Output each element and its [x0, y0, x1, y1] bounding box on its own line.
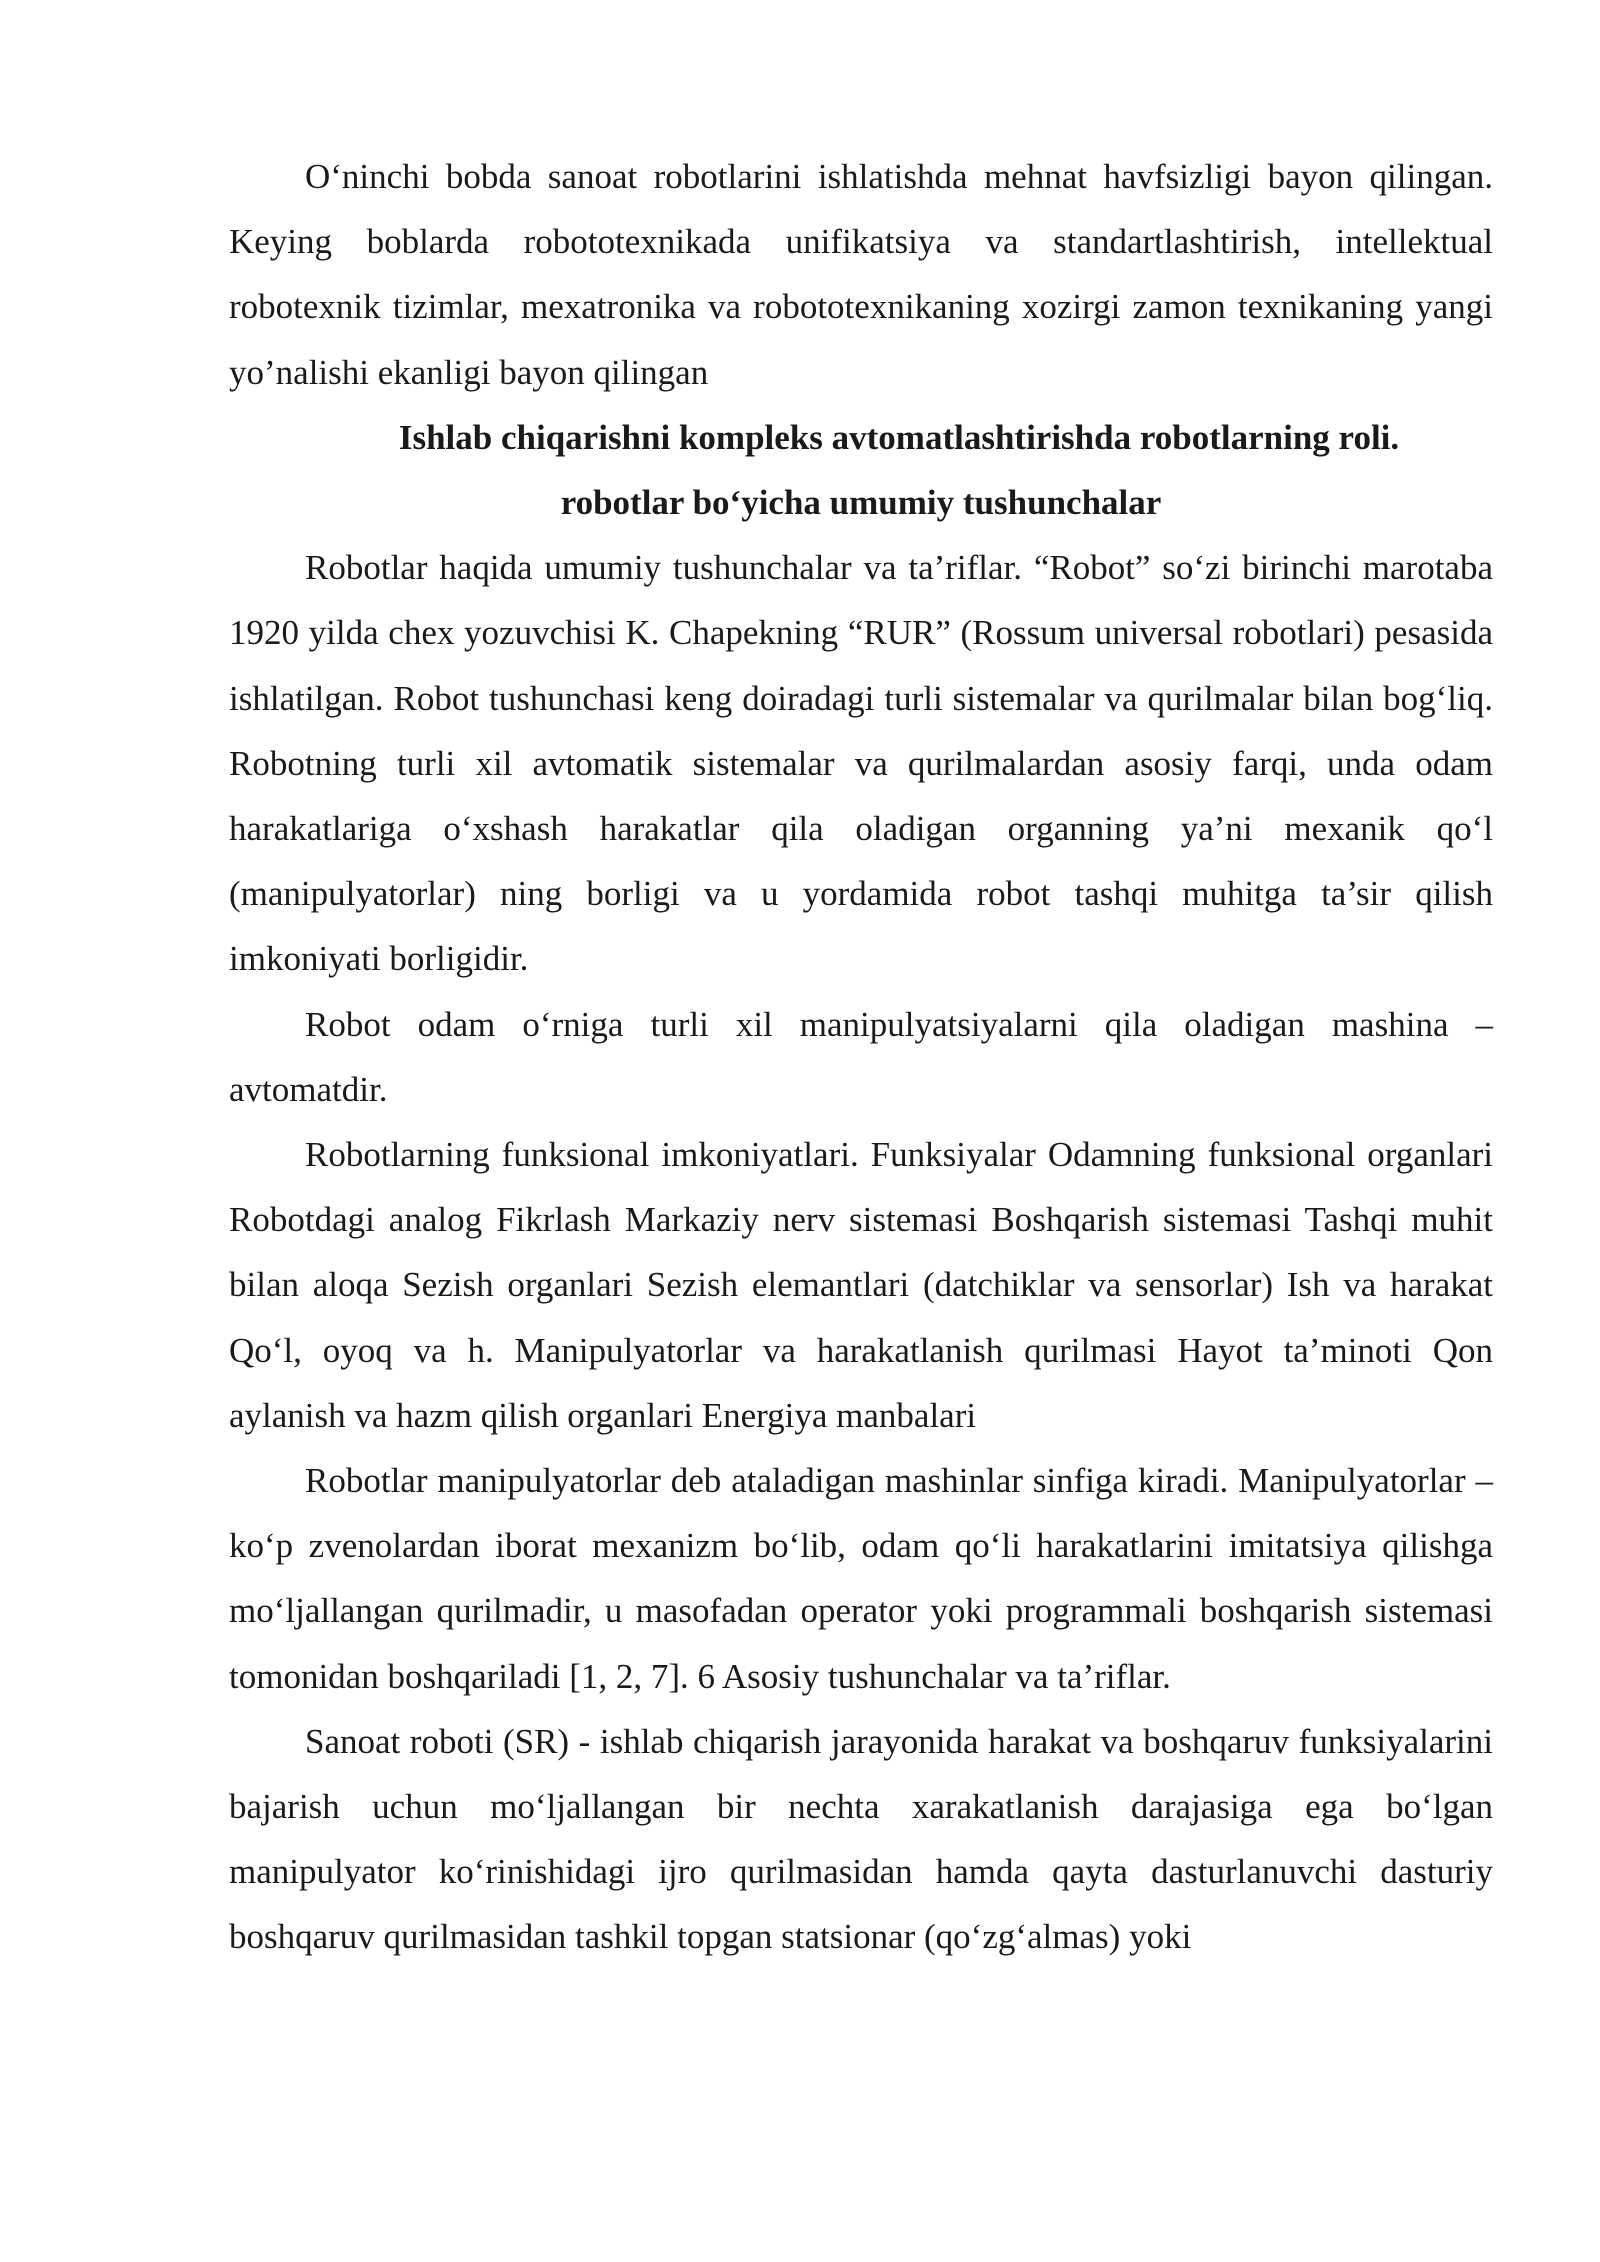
section-heading-line-1: Ishlab chiqarishni kompleks avtomatlashtirishda robotlarning roli. — [398, 417, 1400, 457]
paragraph-robot-definitions: Robotlar haqida umumiy tushunchalar va ta’riflar. “Robot” so‘zi birinchi marotaba 1920 yilda chex yozuvchisi K. Chapekning “RUR” (Rossum universal robotlari) pesasida ishlatilgan. Robot tushunchasi keng doiradagi turli sistemalar va qurilmalar bilan bog‘liq. Robotning turli xil avtomatik sistemalar va qurilmalardan asosiy farqi, unda odam harakatlariga o‘xshash harakatlar qila oladigan organning ya’ni mexanik qo‘l (manipulyatorlar) ning borligi va u yordamida robot tashqi muhitga ta’sir qilish imkoniyati borligidir. — [229, 548, 1493, 979]
section-heading-line-2: robotlar bo‘yicha umumiy tushunchalar — [560, 483, 1162, 523]
paragraph-industrial-robot: Sanoat roboti (SR) - ishlab chiqarish jarayonida harakat va boshqaruv funksiyalarini bajarish uchun mo‘ljallangan bir nechta xarakatlanish darajasiga ega bo‘lgan manipulyator ko‘rinishidagi ijro qurilmasidan hamda qayta dasturlanuvchi dasturiy boshqaruv qurilmasidan tashkil topgan statsionar (qo‘zg‘almas) yoki — [229, 1721, 1493, 1957]
document-page — [229, 144, 1493, 1970]
paragraph-robot-machine: Robot odam o‘rniga turli xil manipulyatsiyalarni qila oladigan mashina – avtomatdir. — [229, 1004, 1493, 1109]
paragraph-functional-capabilities: Robotlarning funksional imkoniyatlari. Funksiyalar Odamning funksional organlari Robotdagi analog Fikrlash Markaziy nerv sistemasi Boshqarish sistemasi Tashqi muhit bilan aloqa Sezish organlari Sezish elemantlari (datchiklar va sensorlar) Ish va harakat Qo‘l, oyoq va h. Manipulyatorlar va harakatlanish qurilmasi Hayot ta’minoti Qon aylanish va hazm qilish organlari Energiya manbalari — [229, 1135, 1493, 1435]
intro-paragraph: O‘ninchi bobda sanoat robotlarini ishlatishda mehnat havfsizligi bayon qilingan. Keying boblarda robototexnikada unifikatsiya va standartlashtirish, intellektual robotexnik tizimlar, mexatronika va robototexnikaning xozirgi zamon texnikaning yangi yo’nalishi ekanligi bayon qilingan — [229, 157, 1493, 392]
paragraph-manipulators: Robotlar manipulyatorlar deb ataladigan mashinlar sinfiga kiradi. Manipulyatorlar – ko‘p zvenolardan iborat mexanizm bo‘lib, odam qo‘li harakatlarini imitatsiya qilishga mo‘ljallangan qurilmadir, u masofadan operator yoki programmali boshqarish sistemasi tomonidan boshqariladi [1, 2, 7]. 6 Asosiy tushunchalar va ta’riflar. — [229, 1461, 1493, 1696]
